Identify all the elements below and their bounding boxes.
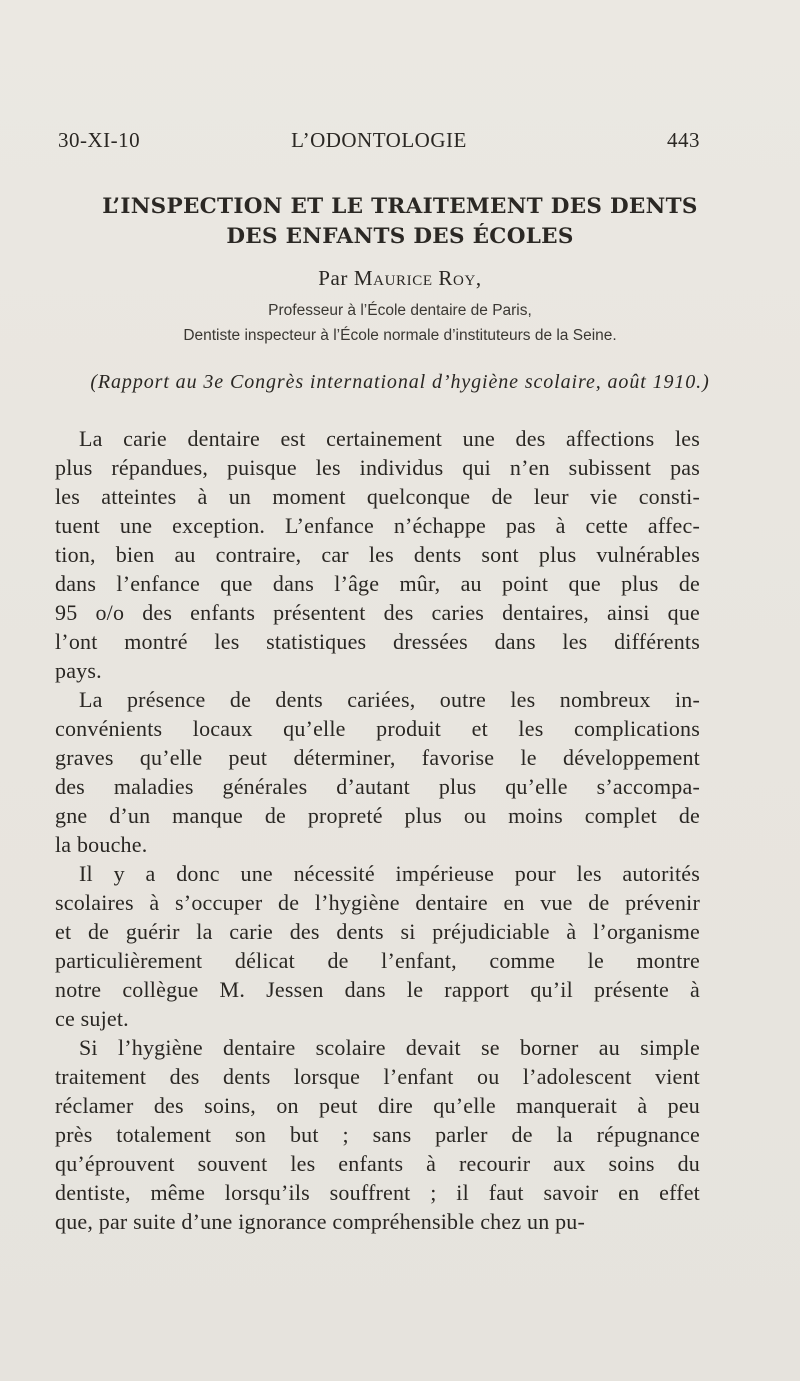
article-body — [55, 424, 700, 1236]
paragraph-line: tuent une exception. L’enfance n’échappe pas à cette affec- — [55, 513, 700, 538]
paragraph-line: dans l’enfance que dans l’âge mûr, au point que plus de — [55, 571, 700, 596]
paragraph-line: La présence de dents cariées, outre les nombreux in- — [79, 687, 700, 712]
paragraph-line: Si l’hygiène dentaire scolaire devait se borner au simple — [79, 1035, 700, 1060]
paragraph-line: près totalement son but ; sans parler de la répugnance — [55, 1122, 700, 1147]
paragraph-line: particulièrement délicat de l’enfant, comme le montre — [55, 948, 700, 973]
paragraph-line: La carie dentaire est certainement une des affections les — [79, 426, 700, 451]
running-head-date: 30-XI-10 — [58, 128, 141, 152]
author-affiliation-2: Dentiste inspecteur à l’École normale d’instituteurs de la Seine. — [183, 327, 617, 344]
paragraph-line: gne d’un manque de propreté plus ou moins complet de — [55, 803, 700, 828]
paragraph-line: ce sujet. — [55, 1006, 129, 1031]
running-head-journal: L’ODONTOLOGIE — [291, 128, 467, 152]
paragraph-line: la bouche. — [55, 832, 148, 857]
paragraph-line: scolaires à s’occuper de l’hygiène dentaire en vue de prévenir — [55, 890, 700, 915]
byline-prefix: Par — [318, 266, 354, 290]
paragraph — [55, 424, 700, 685]
paragraph-line: convénients locaux qu’elle produit et les complications — [55, 716, 700, 741]
paragraph-line: réclamer des soins, on peut dire qu’elle manquerait à peu — [55, 1093, 700, 1118]
paragraph-line: dentiste, même lorsqu’ils souffrent ; il faut savoir en effet — [55, 1180, 700, 1205]
article-title — [50, 192, 750, 252]
running-head — [58, 128, 700, 158]
paragraph — [55, 1033, 700, 1236]
paragraph — [55, 685, 700, 859]
paragraph-line: l’ont montré les statistiques dressées dans les différents — [55, 629, 700, 654]
paragraph-line: notre collègue M. Jessen dans le rapport qu’il présente à — [55, 977, 700, 1002]
article-title-line-2: DES ENFANTS DES ÉCOLES — [226, 224, 574, 249]
paragraph-line: des maladies générales d’autant plus qu’elle s’accompa- — [55, 774, 700, 799]
paragraph-line: Il y a donc une nécessité impérieuse pour les autorités — [79, 861, 700, 886]
paragraph-line: plus répandues, puisque les individus qui n’en subissent pas — [55, 455, 700, 480]
paragraph — [55, 859, 700, 1033]
paragraph-line: qu’éprouvent souvent les enfants à recourir aux soins du — [55, 1151, 700, 1176]
paragraph-line: pays. — [55, 658, 102, 683]
paragraph-line: que, par suite d’une ignorance compréhensible chez un pu- — [55, 1209, 586, 1234]
author-affiliation-1: Professeur à l’École dentaire de Paris, — [268, 302, 532, 319]
paragraph-line: les atteintes à un moment quelconque de leur vie consti- — [55, 484, 700, 509]
byline — [0, 266, 800, 291]
paragraph-line: et de guérir la carie des dents si préjudiciable à l’organisme — [55, 919, 700, 944]
author-name: Maurice Roy, — [353, 266, 482, 290]
paragraph-line: 95 o/o des enfants présentent des caries dentaires, ainsi que — [55, 600, 700, 625]
page-number: 443 — [667, 128, 700, 152]
report-note: (Rapport au 3e Congrès international d’hygiène scolaire, août 1910.) — [90, 371, 710, 393]
article-title-line-1: L’INSPECTION ET LE TRAITEMENT DES DENTS — [102, 194, 698, 219]
paragraph-line: graves qu’elle peut déterminer, favorise le développement — [55, 745, 700, 770]
paragraph-line: tion, bien au contraire, car les dents sont plus vulnérables — [55, 542, 700, 567]
paragraph-line: traitement des dents lorsque l’enfant ou l’adolescent vient — [55, 1064, 700, 1089]
